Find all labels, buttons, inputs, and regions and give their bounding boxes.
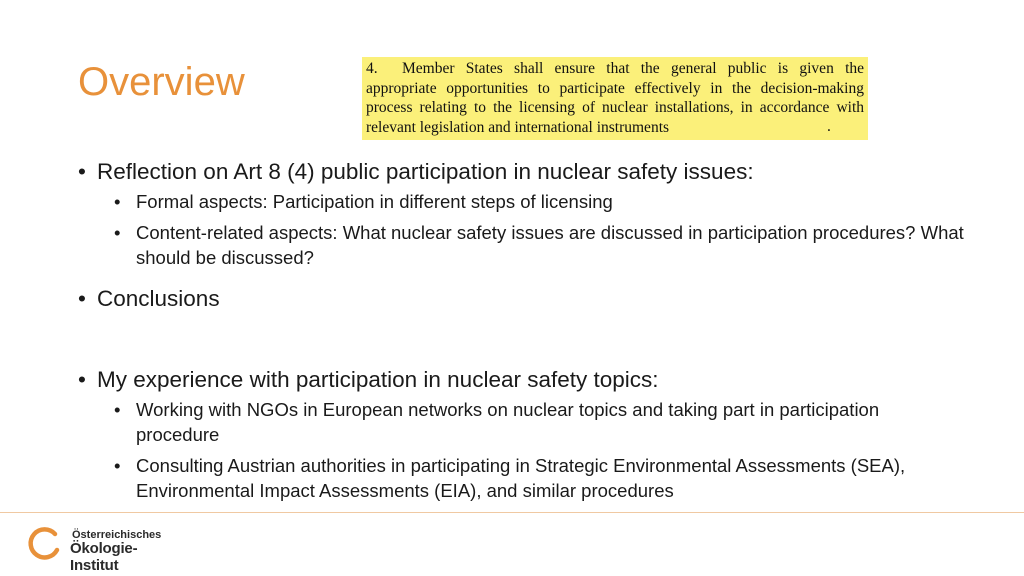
- quote-number: 4.: [366, 60, 378, 77]
- sub-bullet-item: • Formal aspects: Participation in different steps of licensing: [97, 189, 964, 214]
- bullet-list-2: [74, 285, 964, 312]
- bullet-text: My experience with participation in nuclear safety topics:: [97, 367, 659, 392]
- bullet-text: Conclusions: [97, 286, 220, 311]
- logo-line-1: Österreichisches: [72, 529, 162, 541]
- sub-bullet-item: • Content-related aspects: What nuclear safety issues are discussed in participation procedures? What should be discussed?: [97, 220, 964, 270]
- sub-bullet-item: • Consulting Austrian authorities in participating in Strategic Environmental Assessments (SEA), Environmental Impact Assessments (EIA), and similar procedures: [97, 453, 964, 503]
- logo-ring-icon: [27, 526, 63, 562]
- bullet-list-3: [74, 366, 964, 509]
- quote-tail: .: [827, 118, 831, 135]
- sub-bullet-list: [97, 397, 964, 503]
- quote-body: Member States shall ensure that the general public is given the appropriate opportunities to participate effectively in the decision-making process relating to the licensing of nuclear installations, in accordance with relevant legislation and international instruments: [366, 60, 864, 136]
- bullet-text: Reflection on Art 8 (4) public participation in nuclear safety issues:: [97, 159, 754, 184]
- highlighted-quote: [362, 57, 868, 140]
- slide-title: Overview: [78, 60, 245, 104]
- logo-line-2: Ökologie-Institut: [70, 540, 138, 574]
- bullet-item: [74, 366, 964, 503]
- bullet-list-1: [74, 158, 964, 276]
- institute-logo: [27, 524, 177, 574]
- sub-bullet-item: • Working with NGOs in European networks on nuclear topics and taking part in participation procedure: [97, 397, 964, 447]
- bullet-item: [74, 158, 964, 270]
- sub-bullet-list: [97, 189, 964, 270]
- footer-divider: [0, 512, 1024, 513]
- bullet-item: [74, 285, 964, 312]
